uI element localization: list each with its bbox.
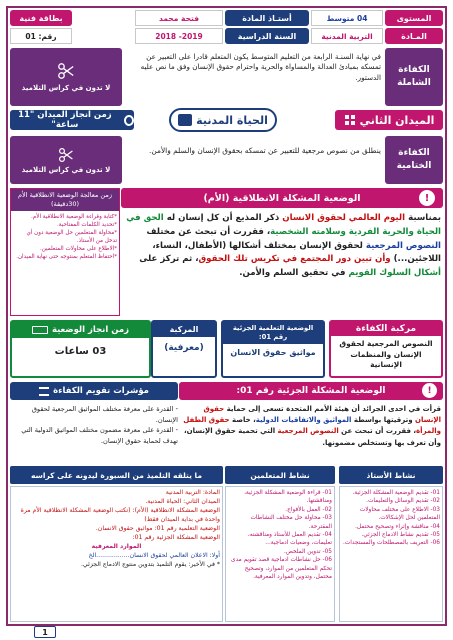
learner-item: 03- محاولة حل مختلف النشاطات المقترحة. [250,515,332,530]
card-number [10,28,72,44]
grid-icon [344,114,356,126]
learner-item: 02- العمل بالأفواج. [285,506,332,513]
side-item: *تحديد الكلمات المفتاحية. [57,221,117,228]
final-comp-label: الكفاءة الختامية [385,136,443,184]
mother-side-panel [10,188,120,316]
subject-value: التربية المدنية [311,28,383,44]
partial-situation-header: الوضعية المشكلة الجزئية رقم 01: [179,382,443,400]
clock-icon [124,115,134,126]
learner-activity-column [225,486,335,622]
notebook-item: * في الأخير: يقوم التلميذ بتدوين منتوج الادماج الجزئي. [80,560,220,568]
component-value: (معرفية) [164,343,204,353]
time-title: زمن انجاز الوضعية [12,322,149,338]
comprehensive-note: لا تدون في كراس التلاميذ [10,48,122,106]
side-item: *احتفاظ المتعلم بمنتوجه حتى نهاية الميدان. [16,254,117,261]
notebook-item: أولا: الاعلان العالمي لحقوق الانسان.................الخ [88,551,220,559]
notebook-item: الوضعية المشكلة الجزئية رقم 01: [132,533,220,541]
eval-item: - القدرة على معرفة مضمون مختلف المواثيق الدولية التي تهدف لحماية حقوق الإنسان. [21,426,178,445]
time-box [10,320,151,378]
teacher-item: 06- التعريف بالمصطلحات والمستجدات. [342,540,440,547]
year-label: السنة الدراسية [225,28,309,44]
learner-activity-header: نشاط المتعلمين [225,466,335,484]
partial-learning-title: الوضعية التعلمية الجزئية رقم 01: [223,322,323,344]
notebook-item: الوضعية المشكلة الانطلاقية (الأم): (تكتب الوضعية المشكلة الانطلاقية الأم مرة واحدة في بداية الميدان فقط) [20,506,220,523]
learner-item: 06- حل نشاطات ادماجية قصد تقويم مدى تحكم المتعلمين من الموارد، وتصحيح محتمل، وتدوين الموارد المعرفية. [231,557,332,580]
warning-icon: ! [419,190,435,206]
notebook-item: الوضعية التعلمية رقم 01: مواثيق حقوق الانسان. [95,524,220,532]
page-number: 1 [34,626,56,638]
mother-situation-header: الوضعية المشكلة الانطلاقية (الأم) [121,188,443,208]
card-label: بطاقة فنية [10,10,72,26]
side-item: *كتابة وقراءة الوضعية الانطلاقية الأم. [31,213,117,220]
side-item: *محاولة المتعلمين حل الوضعية دون أي تدخل من الأستاذ. [26,229,117,244]
partial-situation-text: قرأت في احدى الجرائد أن هيئة الأمم المتحدة تسعى إلى حماية حقوق الإنسان وترقيتها بواسطة المواثيق والاتفاقيات الدولية، خاصة حقوق الطفل والمرأة، فقررت أن تبحث عن النصوص المرجعية التي تحمية حقوق الإنسان، وأن تعرف بها وتستخلص مضمونها. [183,405,441,447]
teacher-item: 02- تقديم الوسائل والتعليمات. [366,498,440,505]
learner-item: 04- تقديم العمل للأستاذ ومناقشته، تعليمات، وضعيات ادماجية... [247,531,332,547]
book-icon [178,114,192,126]
level-label: المستوى [385,10,443,26]
number-label: رقم: [38,31,57,41]
final-comp-note: لا تدون في كراس التلاميذ [10,136,122,184]
learner-item: 01- قراءة الوضعية المشكلة الجزئية، ومناقشتها. [244,490,332,505]
teacher-item: 03- الاطلاع على مختلف محاولات المتعلمين لحل الإشكالات. [359,506,440,522]
teacher-activity-header: نشاط الأستاذ [339,466,443,484]
year-value: 2018 -2019 [135,28,223,44]
partial-learning-box [221,320,325,378]
time-value: 03 ساعات [54,346,107,357]
list-icon [39,387,49,396]
teacher-item: 04- مناقشة وإثراء وتصحيح محتمل. [355,523,440,530]
teacher-label: أستـاذ المادة [225,10,309,26]
notebook-item: الميدان الثاني: الحياة المدنية. [145,497,220,505]
teacher-item: 01- تقديم الوضعية المشكلة الجزئية. [352,490,440,496]
level-value: 04 متوسط [311,10,383,26]
teacher-activity-column [339,486,443,622]
comp-component-title: مركبة الكفاءة [331,322,441,336]
mother-side-list [11,211,119,264]
final-comp-text: ينطلق من نصوص مرجعية للتعبير عن تمسكه بحقوق الإنسان والسلم والأمن. [149,146,381,155]
scissors-icon [57,62,75,80]
scissors-icon [58,147,74,163]
notebook-header: ما يتلقه التلميذ من السبورة ليدونه على كراسه [10,466,223,484]
field-banner: الميدان الثاني [335,110,443,130]
mother-side-title: زمن معالجة الوضعية الانطلاقية الأم (30دقيقة) [11,189,119,211]
competence-component-box [329,320,443,378]
subject-banner: الحياة المدنية [169,108,277,132]
eval-item: - القدرة على معرفة مختلف المواثيق المرجعية لحقوق الإنسان. [31,405,178,424]
component-title: المركبة [153,322,215,337]
learner-item: 05- تدوين الملخص. [284,548,332,555]
teacher-value: فتحة محمد [135,10,223,26]
subject-label: المـادة [385,28,443,44]
notebook-item: الموارد المعرفية [91,542,142,550]
comprehensive-label: الكفاءة الشاملة [385,48,443,106]
partial-learning-value: مواثيق حقوق الانسان [230,348,316,358]
warning-icon: ! [422,383,437,398]
comprehensive-text: في نهاية السنـة الرابعة من التعليم المتوسط يكون المتعلم قادرا على التعبير عن تمسكه بمبادئ العدالة والمساواة والحرية واحترام حقوق الإنسان وفق ما نص عليه الدستور. [140,52,381,82]
evaluation-list [10,404,178,462]
comp-component-text: النصوص المرجعية لحقوق الإنسان والمنظمات الإنسانية [339,339,433,369]
mother-situation-text: بمناسبة اليوم العالمي لحقوق الانسان ذكر المذيع أن كل إنسان له الحق في الحياة والحرية الفردية وسلامته الشخصية، فقررت أن تبحث عن مختلف النصوص المرجعية لحقوق الإنسان بمختلف أشكالها (الأطفال، النساء، اللاجئين...) وأن تبين دور المجتمع في تكريس تلك الحقوق، ثم تركز على أشكال السلوك القويم في تحقيق السلم والأمن. [126,213,441,278]
component-box [151,320,217,378]
evaluation-header: مؤشرات تقويم الكفاءة [10,382,178,400]
teacher-item: 05- تقديم نشاط الادماج الجزئي. [361,531,440,538]
field-time-banner: زمن انجاز الميدان "11 ساعة" [10,110,134,130]
side-item: *الاطلاع على محاولات المتعلمين. [39,245,117,252]
notebook-column [10,486,223,622]
notebook-item: المادة: التربية المدنية [165,489,220,496]
battery-icon [32,326,48,334]
number-value: 01 [25,31,36,41]
technical-card-sheet [6,6,447,626]
